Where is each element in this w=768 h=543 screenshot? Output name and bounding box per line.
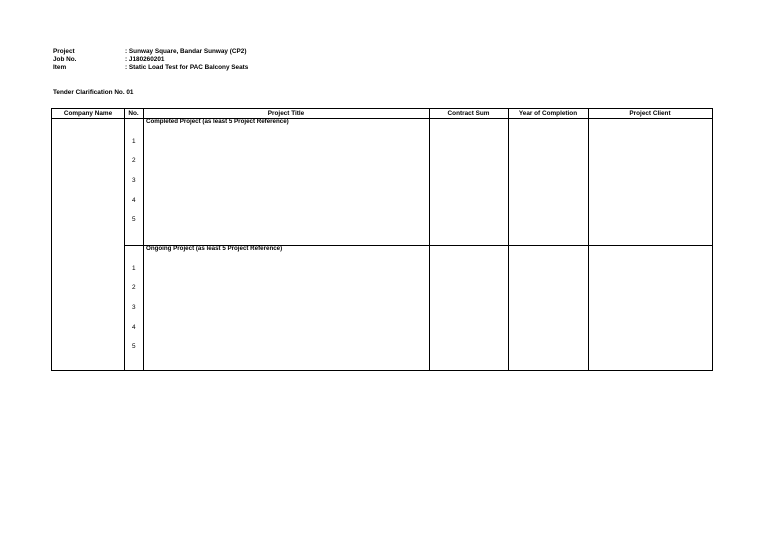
row-number: 5 <box>132 216 136 223</box>
project-label: Project <box>53 48 75 55</box>
item-label: Item <box>53 64 67 72</box>
row-number: 1 <box>132 265 136 272</box>
column-divider <box>508 109 509 370</box>
row-number: 2 <box>132 284 136 291</box>
row-number: 4 <box>132 324 136 331</box>
column-header-project-client: Project Client <box>629 110 671 117</box>
column-divider <box>588 109 589 370</box>
project-value: : Sunway Square, Bandar Sunway (CP2) <box>125 48 247 55</box>
row-number: 4 <box>132 197 136 204</box>
column-header-contract-sum: Contract Sum <box>447 110 490 117</box>
header-row-project <box>53 48 248 56</box>
row-number: 3 <box>132 177 136 184</box>
job-no-value: : J180260201 <box>125 56 165 64</box>
tender-clarification-title: Tender Clarification No. 01 <box>53 89 134 96</box>
header-row-job-no <box>53 56 248 64</box>
item-value: : Static Load Test for PAC Balcony Seats <box>125 64 249 72</box>
row-number: 5 <box>132 343 136 350</box>
column-header-year-of-completion: Year of Completion <box>518 110 578 117</box>
column-divider <box>143 109 144 370</box>
column-divider <box>124 109 125 370</box>
row-number: 2 <box>132 157 136 164</box>
column-header-project-title: Project Title <box>267 110 305 117</box>
section-title-completed: Completed Project (as least 5 Project Reference) <box>146 118 289 125</box>
header-row-item <box>53 64 248 72</box>
row-number: 3 <box>132 304 136 311</box>
column-header-no: No. <box>128 110 139 117</box>
job-no-label: Job No. <box>53 56 77 64</box>
project-reference-table <box>51 108 713 371</box>
section-title-ongoing: Ongoing Project (as least 5 Project Reference) <box>146 245 283 252</box>
column-divider <box>429 109 430 370</box>
row-number: 1 <box>132 138 136 145</box>
document-header <box>53 48 248 73</box>
column-header-company-name: Company Name <box>63 110 113 117</box>
